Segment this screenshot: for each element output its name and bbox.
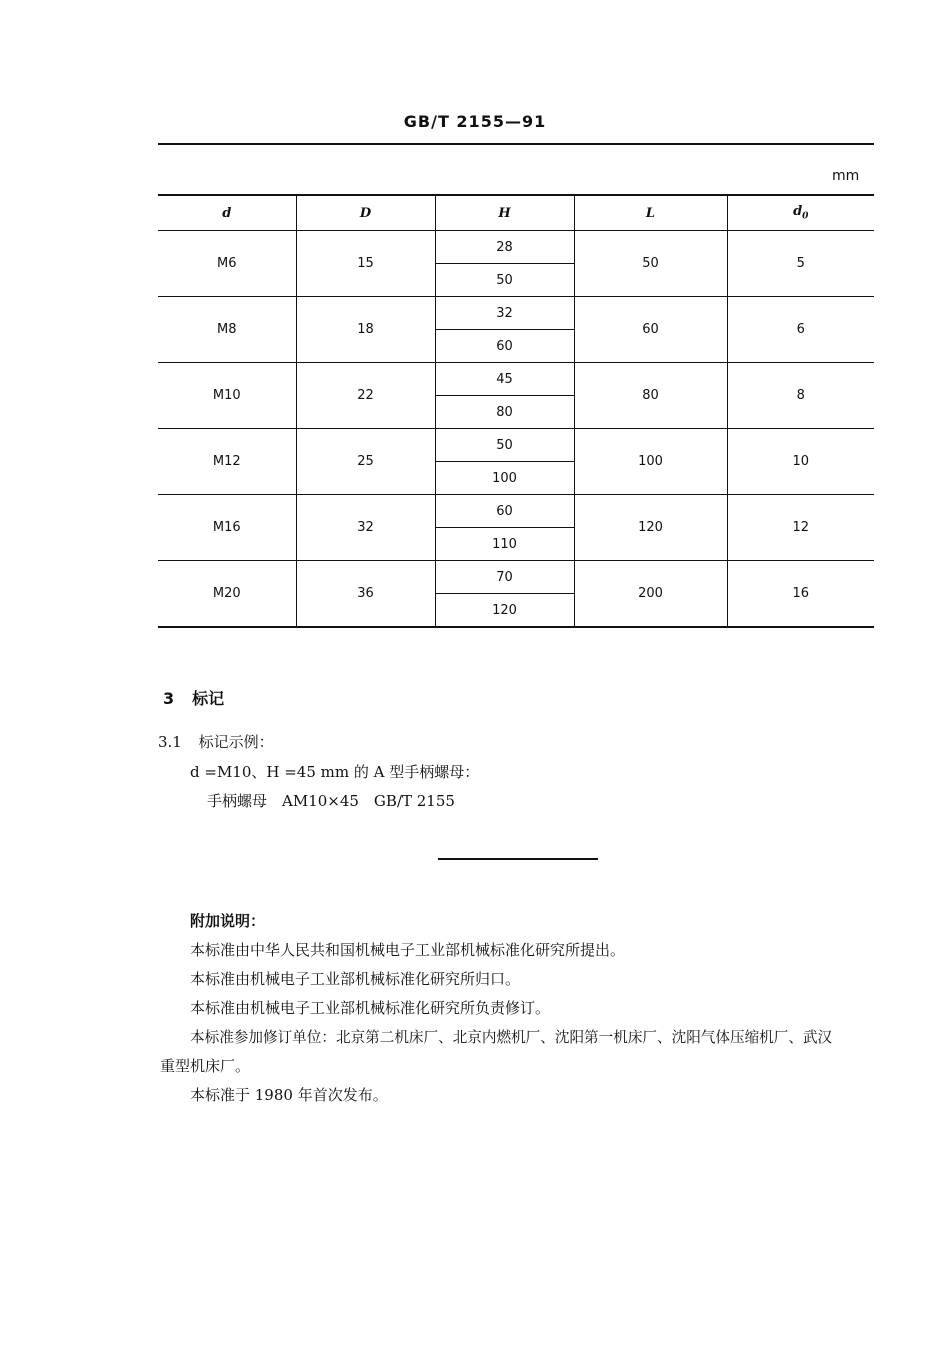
cell-H: 45 — [435, 363, 574, 396]
col-header-H: H — [435, 195, 574, 231]
cell-d0: 5 — [727, 231, 874, 297]
cell-L: 80 — [574, 363, 727, 429]
document-header: GB/T 2155—91 — [403, 112, 547, 131]
cell-H: 60 — [435, 330, 574, 363]
cell-D: 25 — [296, 429, 435, 495]
table-row — [158, 297, 874, 330]
section-heading — [163, 686, 224, 709]
table-row — [158, 231, 874, 264]
cell-D: 18 — [296, 297, 435, 363]
table-header-row — [158, 195, 874, 231]
notes-line: 本标准由中华人民共和国机械电子工业部机械标准化研究所提出。 — [190, 941, 626, 959]
separator-rule — [438, 858, 598, 860]
cell-H: 80 — [435, 396, 574, 429]
cell-H: 100 — [435, 462, 574, 495]
notes-line: 重型机床厂。 — [160, 1057, 251, 1075]
cell-D: 15 — [296, 231, 435, 297]
cell-d0: 12 — [727, 495, 874, 561]
cell-d0: 8 — [727, 363, 874, 429]
cell-d: M16 — [158, 495, 296, 561]
cell-H: 32 — [435, 297, 574, 330]
cell-d: M10 — [158, 363, 296, 429]
cell-H: 50 — [435, 429, 574, 462]
cell-d0: 16 — [727, 561, 874, 628]
cell-H: 120 — [435, 594, 574, 628]
subsection-title: 标记示例： — [198, 733, 274, 751]
notes-title: 附加说明： — [190, 912, 266, 930]
unit-label: mm — [832, 168, 860, 184]
cell-H: 110 — [435, 528, 574, 561]
cell-d: M12 — [158, 429, 296, 495]
cell-L: 120 — [574, 495, 727, 561]
notes-line: 本标准于 1980 年首次发布。 — [190, 1086, 388, 1104]
table-row — [158, 561, 874, 594]
notes-line: 本标准由机械电子工业部机械标准化研究所负责修订。 — [190, 999, 551, 1017]
cell-D: 36 — [296, 561, 435, 628]
cell-H: 60 — [435, 495, 574, 528]
col-header-d: d — [158, 195, 296, 231]
table-row — [158, 495, 874, 528]
table-row — [158, 363, 874, 396]
cell-D: 22 — [296, 363, 435, 429]
cell-L: 100 — [574, 429, 727, 495]
cell-H: 50 — [435, 264, 574, 297]
cell-d0: 10 — [727, 429, 874, 495]
cell-H: 28 — [435, 231, 574, 264]
col-header-D: D — [296, 195, 435, 231]
col-header-d0: $d_0$ — [727, 195, 874, 231]
cell-H: 70 — [435, 561, 574, 594]
cell-D: 32 — [296, 495, 435, 561]
cell-d: M20 — [158, 561, 296, 628]
table-row — [158, 429, 874, 462]
example-code: 手柄螺母 AM10×45 GB/T 2155 — [207, 792, 455, 810]
cell-L: 200 — [574, 561, 727, 628]
section-title: 标记 — [192, 689, 225, 708]
cell-d: M6 — [158, 231, 296, 297]
cell-L: 60 — [574, 297, 727, 363]
subsection-heading — [158, 731, 274, 752]
cell-L: 50 — [574, 231, 727, 297]
notes-line: 本标准参加修订单位：北京第二机床厂、北京内燃机厂、沈阳第一机床厂、沈阳气体压缩机厂、武汉 — [190, 1029, 833, 1046]
cell-d0: 6 — [727, 297, 874, 363]
example-description: d =M10、H =45 mm 的 A 型手柄螺母： — [190, 763, 480, 781]
col-header-L: L — [574, 195, 727, 231]
notes-line: 本标准由机械电子工业部机械标准化研究所归口。 — [190, 970, 521, 988]
section-number: 3 — [163, 689, 175, 708]
subsection-number: 3.1 — [158, 733, 182, 751]
cell-d: M8 — [158, 297, 296, 363]
dimension-table — [158, 194, 874, 628]
header-rule — [158, 143, 874, 145]
